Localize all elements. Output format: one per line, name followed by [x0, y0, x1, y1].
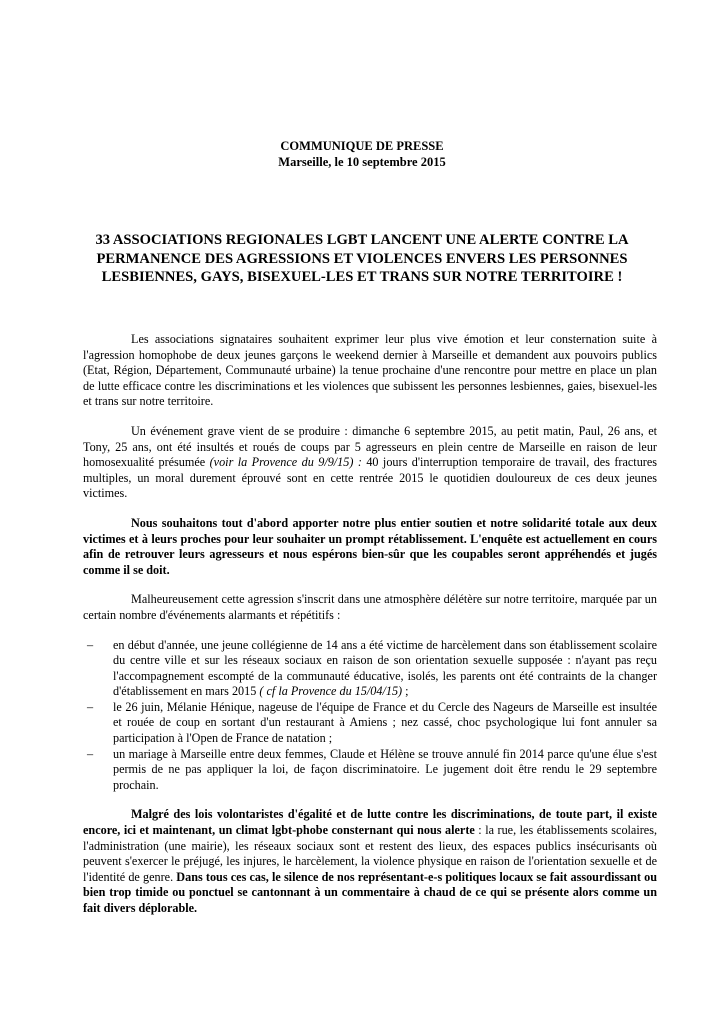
press-reference: ( cf la Provence du 15/04/15) [259, 684, 403, 699]
paragraph-event-text-end: 40 jours d'interruption temporaire de travail, des fractures multiples, un moral durement éprouvé sont en cette rentrée 2015 le quotidien douloureux de ces deux jeunes victimes. [83, 455, 657, 501]
list-item-text: un mariage à Marseille entre deux femmes, Claude et Hélène se trouve annulé fin 2014 parce qu'une élue s'est permis de ne pas appliquer la loi, de façon discriminatoire. Le jugement doit être rendu le 29 septembre prochain. [113, 746, 657, 792]
header-date: Marseille, le 10 septembre 2015 [278, 155, 446, 169]
conclusion-bold-end: Dans tous ces cas, le silence de nos représentant-e-s politiques locaux se fait assourdissant ou bien trop timide ou ponctuel se cantonnant à un commentaire à chaud de ce qui se présente alors comme un fait divers déplorable. [83, 869, 657, 915]
list-item-text: le 26 juin, Mélanie Hénique, nageuse de l'équipe de France et du Cercle des Nageurs de Marseille est insultée et rouée de coup en sortant d'un restaurant à Amiens ; nez cassé, choc psychologique lui font annuler sa participation à l'Open de France de natation ; [113, 699, 657, 746]
paragraph-context: Malheureusement cette agression s'inscrit dans une atmosphère délétère sur notre territoire, marquée par un certain nombre d'événements alarmants et répétitifs : [83, 592, 657, 622]
conclusion-text: : la rue, les établissements scolaires, l'administration (une mairie), les réseaux sociaux sont et restent des lieux, des espaces publics insécurisants où peuvent s'exercer le préjugé, les injures, le harcèlement, la violence physique en raison de l'orientation sexuelle et de l'identité de genre. [83, 823, 657, 884]
header-label: COMMUNIQUE DE PRESSE [280, 139, 444, 153]
press-release-header [0, 138, 724, 170]
list-item [85, 638, 657, 700]
list-item-end: ; [402, 684, 409, 699]
list-item-text: en début d'année, une jeune collégienne de 14 ans a été victime de harcèlement dans son établissement scolaire du centre ville et sur les réseaux sociaux en raison de son orientation sexuelle supposée : n'ayant pas reçu l'accompagnement escompté de la communauté éducative, isolés, les parents ont été contraints de la changer d'établissement en mars 2015 [113, 637, 657, 699]
document-title: 33 ASSOCIATIONS REGIONALES LGBT LANCENT UNE ALERTE CONTRE LA PERMANENCE DES AGRESSIONS ET VIOLENCES ENVERS LES PERSONNES LESBIENNES, GAYS, BISEXUEL-LES ET TRANS SUR NOTRE TERRITOIRE ! [95, 232, 629, 285]
list-item [85, 747, 657, 794]
dash-marker: – [87, 746, 94, 761]
document-body [83, 332, 657, 931]
paragraph-event-text: Un événement grave vient de se produire : dimanche 6 septembre 2015, au petit matin, Paul, 26 ans, et Tony, 25 ans, ont été insultés et roués de coups par 5 agresseurs en plein centre de Marseille en raison de leur homosexualité présumée [83, 423, 657, 470]
events-list [83, 638, 657, 794]
dash-marker: – [87, 699, 94, 714]
paragraph-conclusion [83, 807, 657, 916]
list-item [85, 700, 657, 747]
paragraph-event [83, 424, 657, 502]
paragraph-intro: Les associations signataires souhaitent exprimer leur plus vive émotion et leur consternation suite à l'agression homophobe de deux jeunes garçons le weekend dernier à Marseille et demandent aux pouvoirs publics (Etat, Région, Département, Communauté urbaine) la tenue prochaine d'une rencontre pour mettre en place un plan de lutte efficace contre les discriminations et les violences que subissent les personnes lesbiennes, gaies, bisexuel-les et trans sur notre territoire. [83, 332, 657, 409]
press-reference: (voir la Provence du 9/9/15) : [209, 455, 362, 470]
paragraph-support: Nous souhaitons tout d'abord apporter notre plus entier soutien et notre solidarité totale aux deux victimes et à leurs proches pour leur souhaiter un prompt rétablissement. L'enquête est actuellement en cours afin de retrouver leurs agresseurs et nous espérons bien-sûr que les coupables seront appréhendés et jugés comme il se doit. [83, 515, 657, 577]
conclusion-bold: Malgré des lois volontaristes d'égalité et de lutte contre les discriminations, de toute part, il existe encore, ici et maintenant, un climat lgbt-phobe consternant qui nous alerte [83, 807, 657, 838]
dash-marker: – [87, 637, 94, 652]
